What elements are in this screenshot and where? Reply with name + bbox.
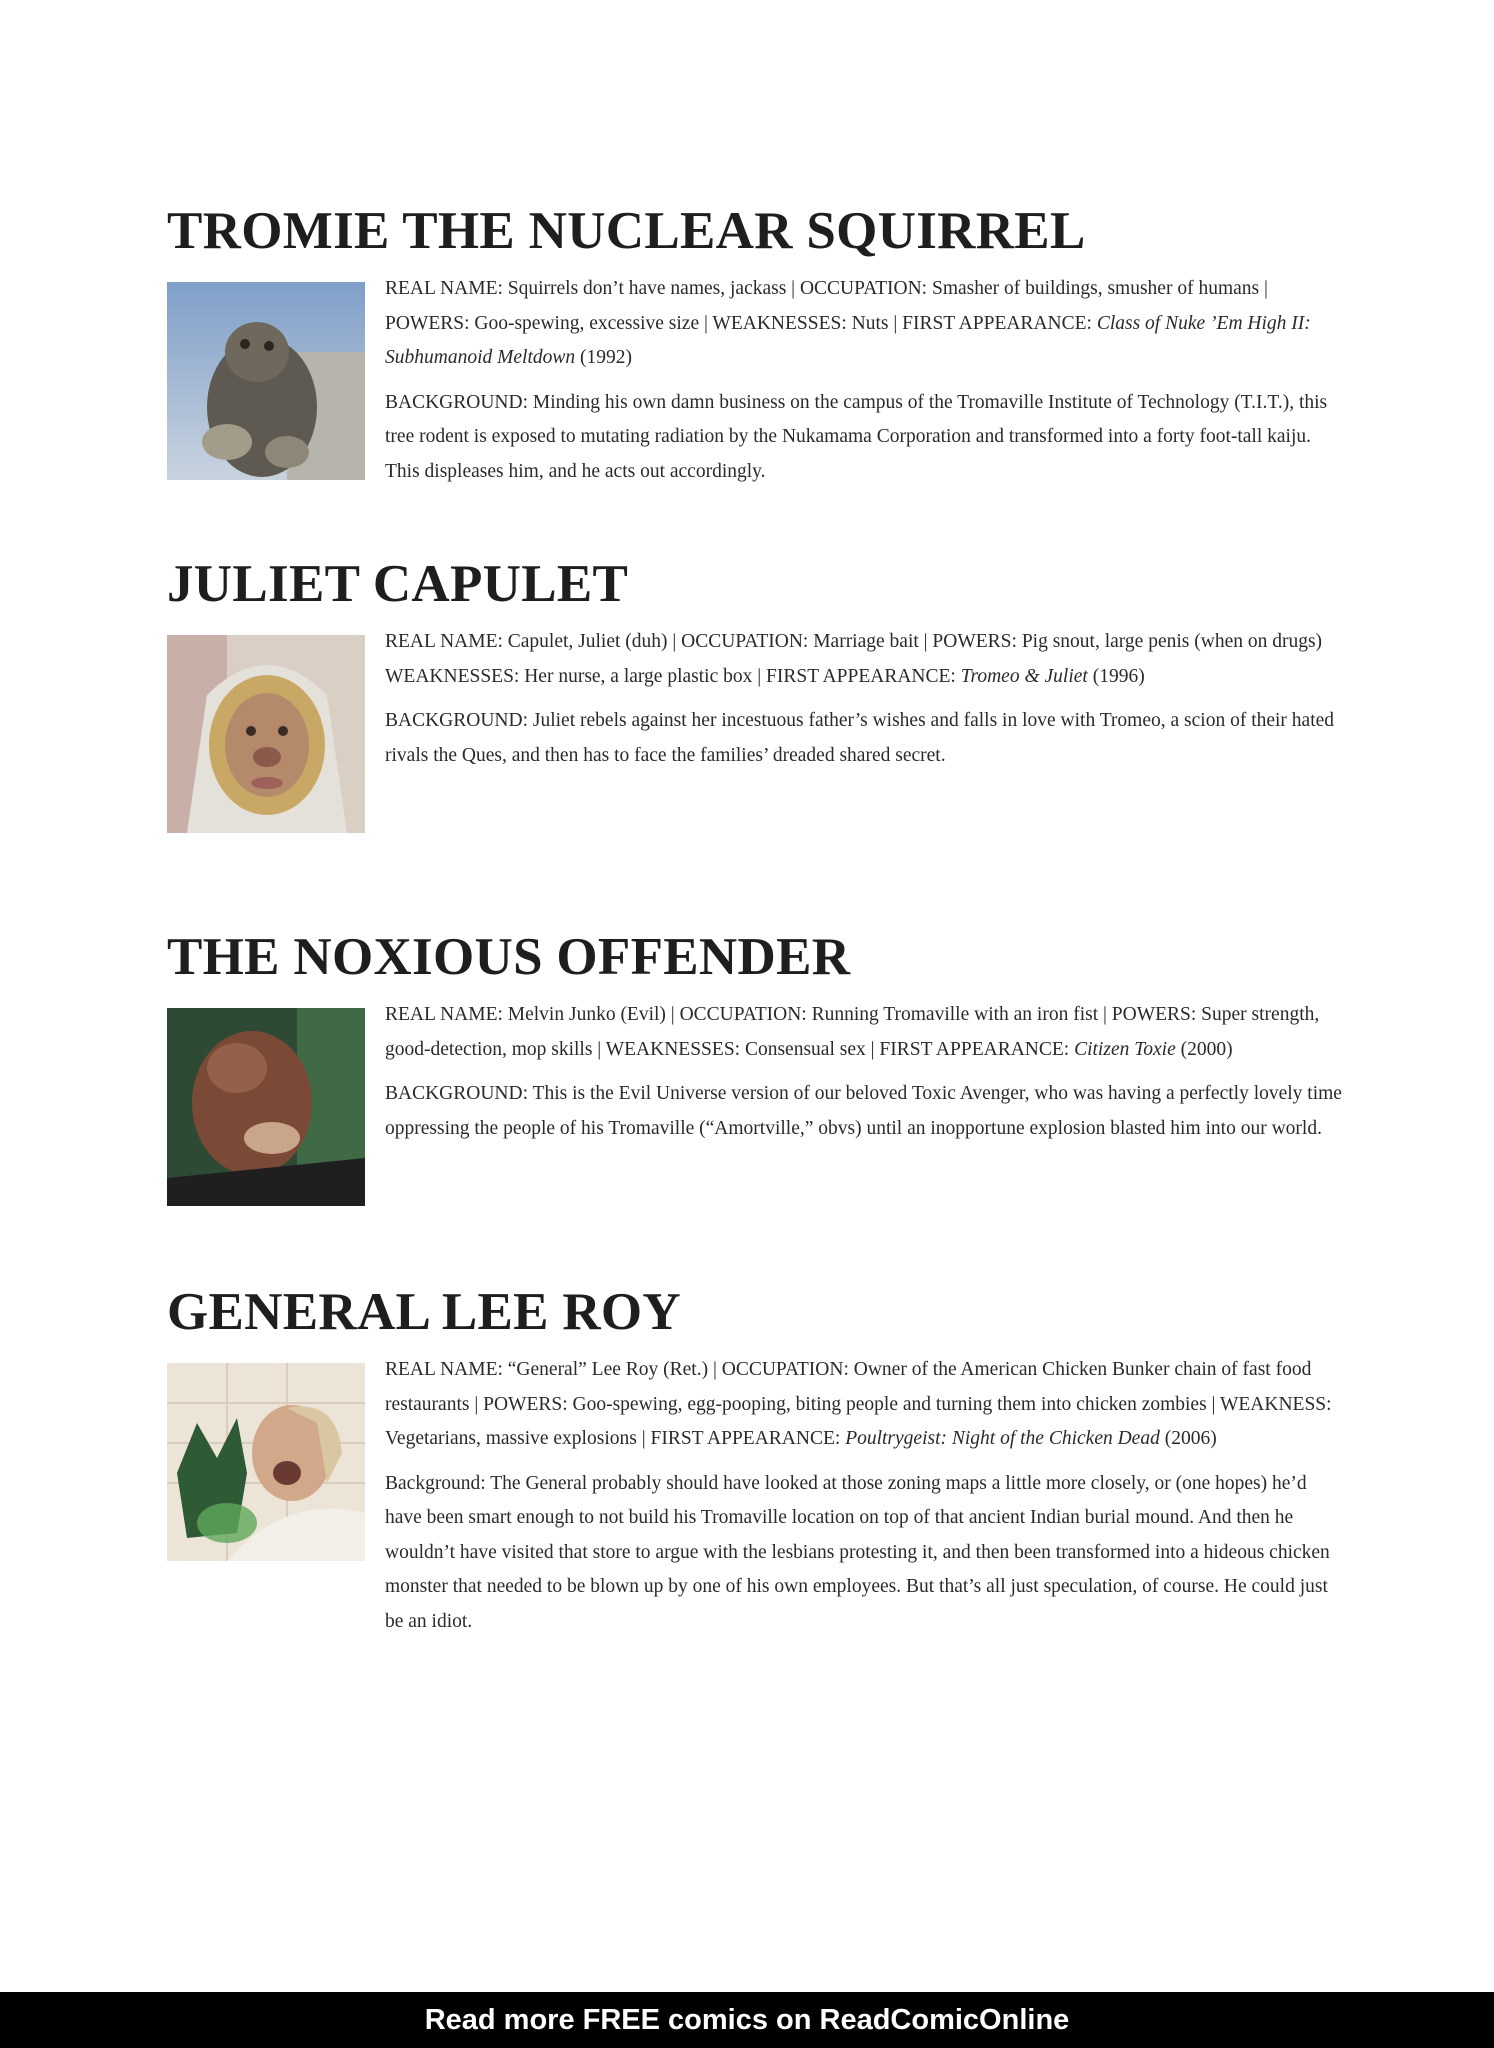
entry-noxious-offender bbox=[167, 928, 1347, 1206]
entry-background: Background: The General probably should have looked at those zoning maps a little more closely, or (one hopes) he’d have been smart enough to not build his Tromaville location on top of that ancient Indian burial mound. And then he wouldn’t have visited that store to argue with the lesbians protesting it, and then been transformed into a hideous chicken monster that needed to be blown up by one of his own employees. But that’s all just speculation, of course. He could just be an idiot. bbox=[385, 1472, 1330, 1632]
squirrel-photo bbox=[167, 282, 365, 480]
entry-tromie bbox=[167, 202, 1347, 499]
juliet-photo bbox=[167, 635, 365, 833]
entry-details: REAL NAME: “General” Lee Roy (Ret.) | OCCUPATION: Owner of the American Chicken Bunker chain of fast food restaurants | POWERS: Goo-spewing, egg-pooping, biting people and turning them into chicken zombies | WEAKNESS: Vegetarians, massive explosions | FIRST APPEARANCE: Poultrygeist: Night of the Chicken Dead (2006) bbox=[385, 1359, 1332, 1449]
entry-details: REAL NAME: Capulet, Juliet (duh) | OCCUPATION: Marriage bait | POWERS: Pig snout, large penis (when on drugs) WEAKNESSES: Her nurse, a large plastic box | FIRST APPEARANCE: Tromeo & Juliet (1996) bbox=[385, 631, 1323, 687]
entry-title: JULIET CAPULET bbox=[167, 555, 629, 613]
footer-banner[interactable]: Read more FREE comics on ReadComicOnline bbox=[0, 1992, 1494, 2048]
entry-general-lee-roy bbox=[167, 1283, 1347, 1649]
entry-title: TROMIE THE NUCLEAR SQUIRREL bbox=[167, 202, 1086, 260]
noxious-offender-photo bbox=[167, 1008, 365, 1206]
entry-title: THE NOXIOUS OFFENDER bbox=[167, 928, 851, 986]
entry-background: BACKGROUND: This is the Evil Universe version of our beloved Toxic Avenger, who was having a perfectly lovely time oppressing the people of his Tromaville (“Amortville,” obvs) until an inopportune explosion blasted him into our world. bbox=[385, 1083, 1342, 1139]
general-lee-roy-photo bbox=[167, 1363, 365, 1561]
entry-details: REAL NAME: Squirrels don’t have names, jackass | OCCUPATION: Smasher of buildings, smusher of humans | POWERS: Goo-spewing, excessive size | WEAKNESSES: Nuts | FIRST APPEARANCE: Class of Nuke ’Em High II: Subhumanoid Meltdown (1992) bbox=[385, 278, 1311, 368]
entry-juliet bbox=[167, 555, 1347, 833]
entry-background: BACKGROUND: Minding his own damn business on the campus of the Tromaville Institute of Technology (T.I.T.), this tree rodent is exposed to mutating radiation by the Nukamama Corporation and transformed into a forty foot-tall kaiju. This displeases him, and he acts out accordingly. bbox=[385, 391, 1328, 482]
entry-title: GENERAL LEE ROY bbox=[167, 1283, 682, 1341]
entry-details: REAL NAME: Melvin Junko (Evil) | OCCUPATION: Running Tromaville with an iron fist | POWERS: Super strength, good-detection, mop skills | WEAKNESSES: Consensual sex | FIRST APPEARANCE: Citizen Toxie (2000) bbox=[385, 1004, 1320, 1060]
entry-background: BACKGROUND: Juliet rebels against her incestuous father’s wishes and falls in love with Tromeo, a scion of their hated rivals the Ques, and then has to face the families’ dreaded shared secret. bbox=[385, 710, 1335, 766]
